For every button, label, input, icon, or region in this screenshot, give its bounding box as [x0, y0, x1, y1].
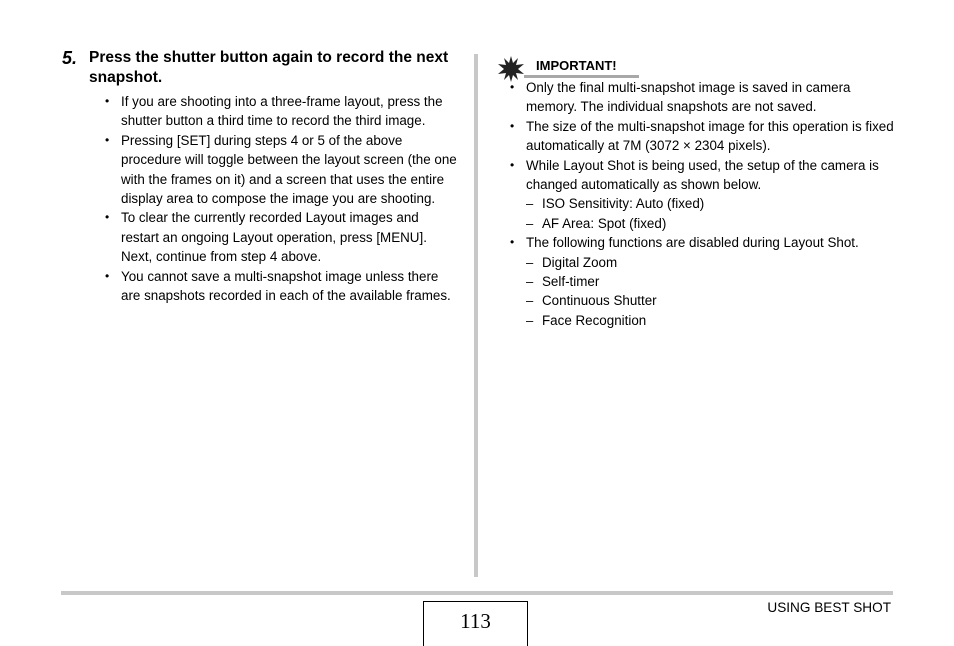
sub-item: – ISO Sensitivity: Auto (fixed): [526, 194, 898, 213]
important-bullet-text: The following functions are disabled during Layout Shot.: [526, 235, 859, 251]
step-5: [62, 48, 457, 305]
step-bullet: • You cannot save a multi-snapshot image unless there are snapshots recorded in each of the available frames.: [105, 267, 457, 306]
sub-item: – Face Recognition: [526, 311, 898, 330]
sub-item: – Self-timer: [526, 272, 898, 291]
section-label: USING BEST SHOT: [767, 600, 891, 615]
important-bullet-text: While Layout Shot is being used, the setup of the camera is changed automatically as shown below.: [526, 157, 879, 193]
page-number: 113: [423, 601, 528, 646]
important-bullet-text: The size of the multi-snapshot image for this operation is fixed automatically at 7M (3072 × 2304 pixels).: [526, 118, 894, 154]
important-label: IMPORTANT!: [536, 58, 617, 73]
column-divider: [474, 54, 478, 577]
step-title: Press the shutter button again to record the next snapshot.: [89, 49, 449, 86]
sub-item: – Digital Zoom: [526, 253, 898, 272]
important-bullet: [510, 117, 898, 156]
sub-item: – AF Area: Spot (fixed): [526, 214, 898, 233]
important-bullet: [510, 78, 898, 117]
sub-list: [526, 253, 898, 331]
important-bullet-list: [498, 78, 898, 330]
left-column: [62, 48, 457, 305]
important-bullet: [510, 233, 898, 330]
sub-item: – Continuous Shutter: [526, 291, 898, 310]
footer-rule: [61, 591, 893, 595]
step-bullet: • Pressing [SET] during steps 4 or 5 of the above procedure will toggle between the layout screen (the one with the frames on it) and a screen that uses the entire display area to compose the image you are shooting.: [105, 131, 457, 209]
important-header: [498, 56, 898, 78]
step-bullet: • If you are shooting into a three-frame layout, press the shutter button a third time to record the third image.: [105, 92, 457, 131]
step-bullet: • To clear the currently recorded Layout images and restart an ongoing Layout operation, press [MENU]. Next, continue from step 4 above.: [105, 208, 457, 266]
step-number: 5.: [62, 48, 78, 68]
important-bullet-text: Only the final multi-snapshot image is saved in camera memory. The individual snapshots are not saved.: [526, 80, 851, 115]
important-section: [498, 56, 898, 330]
important-bullet: [510, 156, 898, 234]
step-bullet-list: [89, 92, 457, 305]
sub-list: [526, 194, 898, 233]
